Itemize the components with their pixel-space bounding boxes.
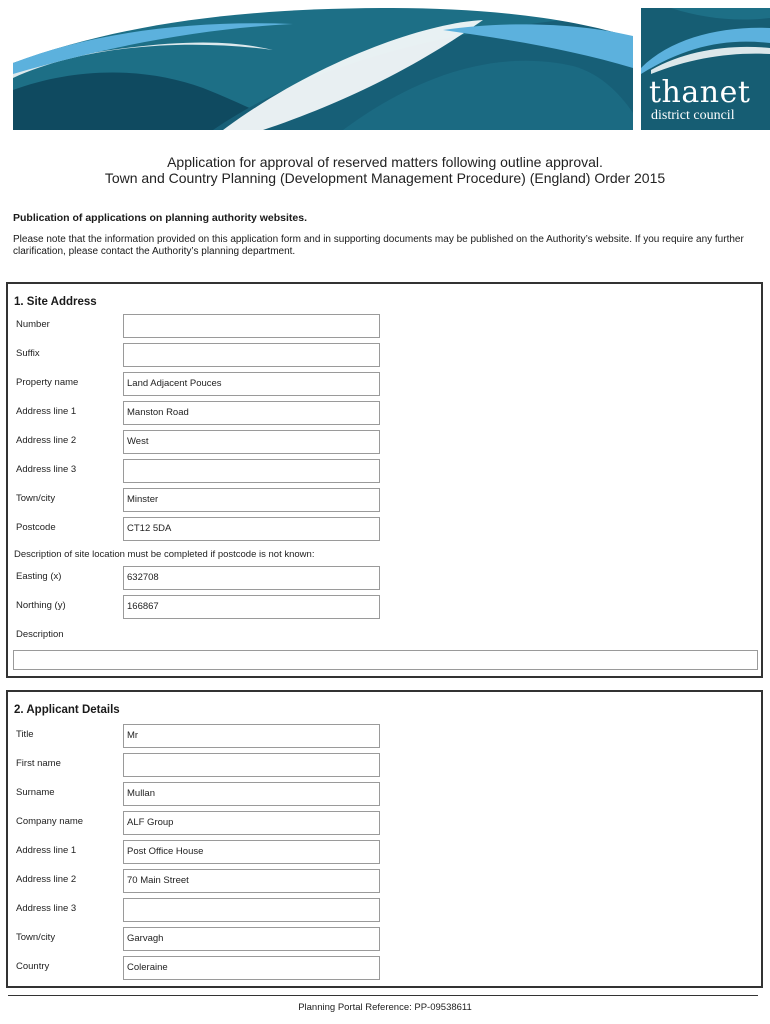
location-note: Description of site location must be completed if postcode is not known: [14, 549, 315, 560]
suffix-field[interactable] [123, 343, 380, 367]
applicant-town-city-field[interactable]: Garvagh [123, 927, 380, 951]
field-label-postcode: Postcode [16, 522, 56, 533]
applicant-address-line-2-field[interactable]: 70 Main Street [123, 869, 380, 893]
town-city-field[interactable]: Minster [123, 488, 380, 512]
field-label-company-name: Company name [16, 816, 84, 827]
field-label-number: Number [16, 319, 50, 330]
field-label-property-name: Property name [16, 377, 79, 388]
site-address-section [6, 282, 763, 678]
publication-heading: Publication of applications on planning authority websites. [13, 212, 308, 224]
section-title: 2. Applicant Details [14, 704, 120, 716]
address-line-1-field[interactable]: Manston Road [123, 401, 380, 425]
first-name-field[interactable] [123, 753, 380, 777]
publication-note: Please note that the information provided on this application form and in supporting documents may be published on the Authority’s website. If you require any further clarification, please contact the Authority’s planning department. [13, 234, 744, 257]
field-label-first-name: First name [16, 758, 61, 769]
footer-reference: Planning Portal Reference: PP-09538611 [298, 1002, 472, 1013]
page-title: Application for approval of reserved matters following outline approval. [167, 154, 603, 170]
easting-field[interactable]: 632708 [123, 566, 380, 590]
country-field[interactable]: Coleraine [123, 956, 380, 980]
property-name-field[interactable]: Land Adjacent Pouces [123, 372, 380, 396]
surname-field[interactable]: Mullan [123, 782, 380, 806]
thanet-logo [641, 8, 770, 130]
address-line-3-field[interactable] [123, 459, 380, 483]
field-label-address-line-2: Address line 2 [16, 874, 77, 885]
applicant-details-section [6, 690, 763, 988]
applicant-address-line-3-field[interactable] [123, 898, 380, 922]
logo-swoosh-icon [641, 8, 770, 78]
field-label-town-city: Town/city [16, 932, 56, 943]
company-name-field[interactable]: ALF Group [123, 811, 380, 835]
logo-subtitle: district council [651, 108, 735, 123]
field-label-suffix: Suffix [16, 348, 40, 359]
number-field[interactable] [123, 314, 380, 338]
page-subtitle: Town and Country Planning (Development Management Procedure) (England) Order 2015 [104, 170, 666, 186]
field-label-easting: Easting (x) [16, 571, 62, 582]
description-field[interactable] [13, 650, 758, 670]
field-label-address-line-2: Address line 2 [16, 435, 77, 446]
address-line-2-field[interactable]: West [123, 430, 380, 454]
northing-field[interactable]: 166867 [123, 595, 380, 619]
postcode-field[interactable]: CT12 5DA [123, 517, 380, 541]
header-banner [13, 8, 633, 130]
title-field[interactable]: Mr [123, 724, 380, 748]
footer-divider [8, 995, 758, 996]
field-label-surname: Surname [16, 787, 55, 798]
field-label-town-city: Town/city [16, 493, 56, 504]
field-label-title: Title [16, 729, 34, 740]
field-label-address-line-1: Address line 1 [16, 406, 77, 417]
field-label-country: Country [16, 961, 50, 972]
section-title: 1. Site Address [14, 296, 97, 308]
field-label-description: Description [16, 629, 64, 640]
field-label-address-line-1: Address line 1 [16, 845, 77, 856]
applicant-address-line-1-field[interactable]: Post Office House [123, 840, 380, 864]
field-label-address-line-3: Address line 3 [16, 464, 77, 475]
logo-name: thanet [649, 75, 751, 110]
field-label-northing: Northing (y) [16, 600, 66, 611]
field-label-address-line-3: Address line 3 [16, 903, 77, 914]
